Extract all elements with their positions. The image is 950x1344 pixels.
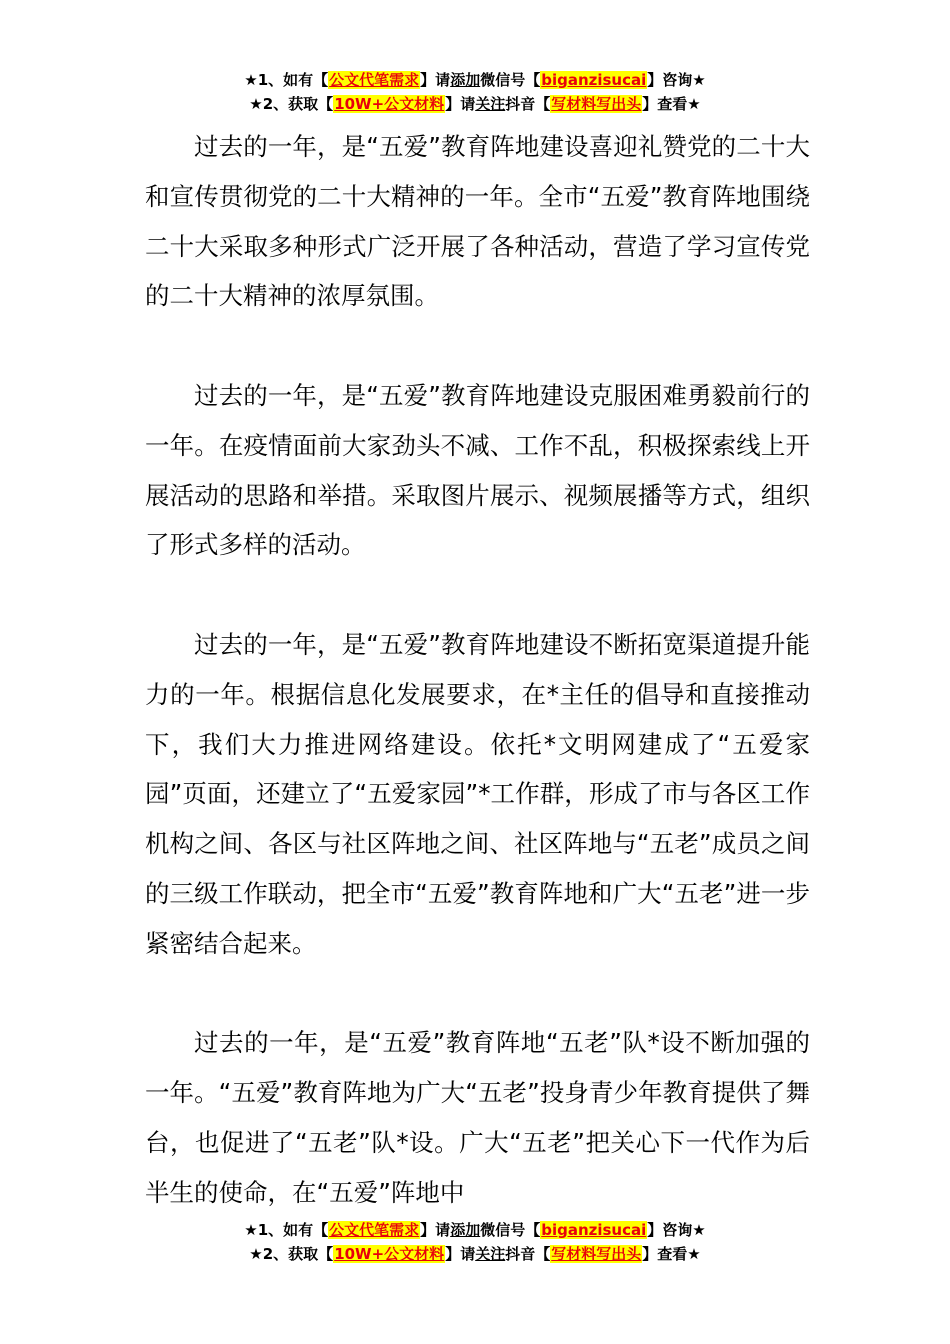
highlight-service: 公文代笔需求: [329, 1221, 420, 1239]
document-body: [145, 122, 810, 1218]
bottom-promo-banner: [0, 1218, 950, 1266]
promo-line-1: ★1、如有【公文代笔需求】请添加微信号【biganzisucai】咨询★: [244, 1221, 706, 1239]
paragraph-3: 过去的一年，是“五爱”教育阵地建设不断拓宽渠道提升能力的一年。根据信息化发展要求，在*主任的倡导和直接推动下，我们大力推进网络建设。依托*文明网建成了“五爱家园”页面，还建立了“五爱家园”*工作群，形成了市与各区工作机构之间、各区与社区阵地之间、社区阵地与“五老”成员之间的三级工作联动，把全市“五爱”教育阵地和广大“五老”进一步紧密结合起来。: [145, 629, 810, 958]
highlight-materials: 10W+公文材料: [334, 95, 445, 113]
highlight-wechat-id: biganzisucai: [541, 1221, 647, 1239]
paragraph-4: 过去的一年，是“五爱”教育阵地“五老”队*设不断加强的一年。“五爱”教育阵地为广大“五老”投身青少年教育提供了舞台，也促进了“五老”队*设。广大“五老”把关心下一代作为后半生的使命，在“五爱”阵地中: [145, 1028, 810, 1207]
highlight-wechat-id: biganzisucai: [541, 71, 647, 89]
promo-line-2: ★2、获取【10W+公文材料】请关注抖音【写材料写出头】查看★: [249, 95, 701, 113]
paragraph-1: 过去的一年，是“五爱”教育阵地建设喜迎礼赞党的二十大和宣传贯彻党的二十大精神的一年。全市“五爱”教育阵地围绕二十大采取多种形式广泛开展了各种活动，营造了学习宣传党的二十大精神的浓厚氛围。: [145, 132, 810, 311]
highlight-douyin-account: 写材料写出头: [551, 95, 642, 113]
top-promo-banner: [0, 68, 950, 116]
promo-line-1: ★1、如有【公文代笔需求】请添加微信号【biganzisucai】咨询★: [244, 71, 706, 89]
highlight-douyin-account: 写材料写出头: [551, 1245, 642, 1263]
highlight-materials: 10W+公文材料: [334, 1245, 445, 1263]
paragraph-2: 过去的一年，是“五爱”教育阵地建设克服困难勇毅前行的一年。在疫情面前大家劲头不减、工作不乱，积极探索线上开展活动的思路和举措。采取图片展示、视频展播等方式，组织了形式多样的活动。: [145, 380, 810, 560]
promo-line-2: ★2、获取【10W+公文材料】请关注抖音【写材料写出头】查看★: [249, 1245, 701, 1263]
highlight-service: 公文代笔需求: [329, 71, 420, 89]
